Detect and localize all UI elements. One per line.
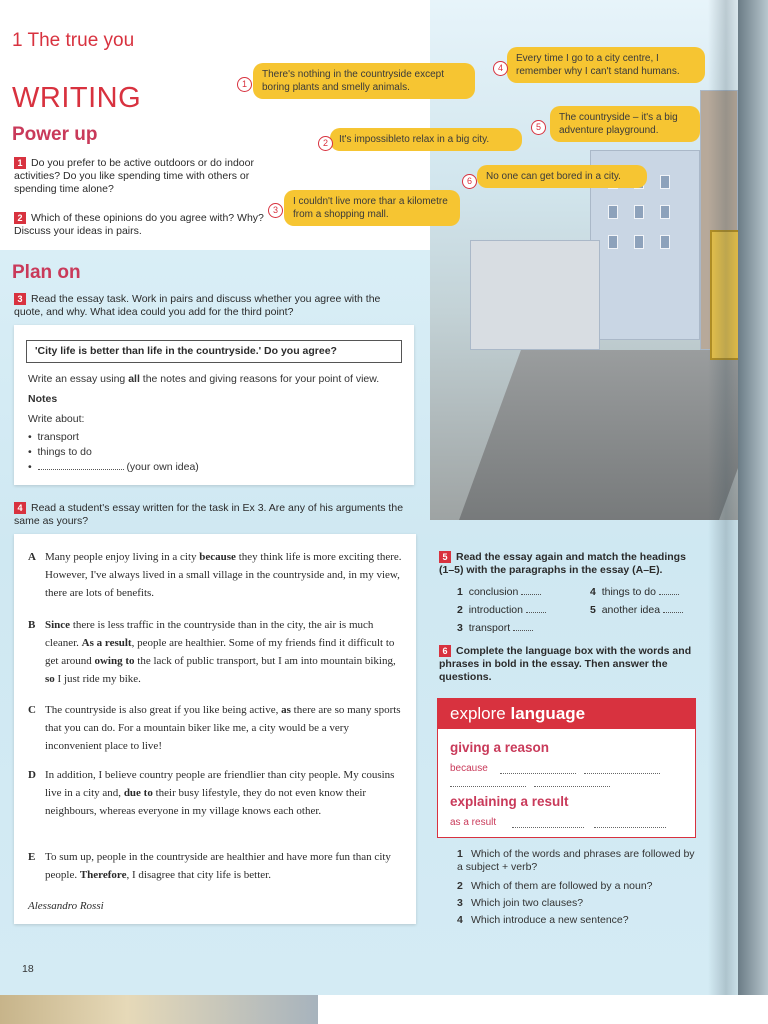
essay-paragraph-e (28, 848, 408, 884)
answer-line (512, 827, 584, 828)
facing-page-edge (738, 0, 768, 995)
background-margin (318, 995, 768, 1024)
paragraph-letter: E (28, 851, 36, 863)
section-title: WRITING (12, 82, 142, 114)
because-word: because (450, 763, 488, 774)
heading-number: 2 (457, 604, 463, 616)
question-number: 1 (457, 848, 463, 860)
essay-task-card (14, 325, 414, 485)
paragraph-text (45, 548, 408, 602)
question-number: 4 (457, 914, 463, 926)
bold-linker: due to (123, 787, 153, 799)
task-text: Do you prefer to be active outdoors or do indoor activities? Do you like spending time with others or spending time alone? (14, 157, 254, 195)
opinion-bubble-3: I couldn't live more thar a kilometre from a shopping mall. (284, 190, 460, 226)
task-2 (14, 212, 269, 238)
question-text: Which of the words and phrases are followed by a subject + verb? (457, 848, 695, 873)
task-text: Which of these opinions do you agree with? Why? Discuss your ideas in pairs. (14, 212, 264, 237)
paragraph-letter: A (28, 551, 36, 563)
note-text: things to do (37, 446, 92, 458)
task-3 (14, 293, 409, 319)
bold-linker: Since (45, 619, 71, 631)
essay-text: To sum up, people in the countryside are healthier and have more fun than city people. (45, 851, 391, 881)
next-page-photo-strip (0, 995, 318, 1024)
question-number: 2 (457, 880, 463, 892)
task-6 (439, 645, 701, 684)
heading-number: 1 (457, 586, 463, 598)
paragraph-text (45, 701, 408, 755)
question-text: Which of them are followed by a noun? (471, 880, 653, 892)
task-number: 2 (14, 212, 26, 224)
opinion-number: 5 (531, 120, 546, 135)
task-text: Read the essay again and match the headings (1–5) with the paragraphs in the essay (A–E). (439, 551, 686, 576)
task-text: Read the essay task. Work in pairs and discuss whether you agree with the quote, and why. What idea could you add for the third point? (14, 293, 381, 318)
instruction-text: Write an essay using (28, 373, 129, 385)
title-light: explore (450, 704, 511, 723)
window (608, 235, 618, 249)
explaining-result-heading: explaining a result (450, 794, 569, 809)
question-text: Which join two clauses? (471, 897, 584, 909)
essay-text: , I disagree that city life is better. (126, 869, 271, 881)
own-idea-text: (your own idea) (126, 461, 199, 473)
paragraph-text (45, 766, 408, 820)
paragraph-letter: C (28, 704, 36, 716)
giving-reason-heading: giving a reason (450, 740, 550, 755)
essay-text: their busy lifestyle, they do not even know their neighbours, whereas everyone in my village knows each other. (45, 787, 367, 817)
instruction-text: the notes and giving reasons for your point of view. (139, 373, 380, 385)
opinion-number: 3 (268, 203, 283, 218)
task-text: Complete the language box with the words and phrases in bold in the essay. Then answer the questions. (439, 645, 692, 683)
paragraph-text (45, 848, 408, 884)
heading-3 (457, 622, 533, 635)
paragraph-text (45, 616, 408, 688)
heading-label: conclusion (468, 586, 519, 598)
opinion-bubble-1: There's nothing in the countryside except boring plants and smelly animals. (253, 63, 475, 99)
opinion-number: 4 (493, 61, 508, 76)
essay-text: there is less traffic in the countryside than in the city, the air is much cleaner. (45, 619, 374, 649)
question-number: 3 (457, 897, 463, 909)
window (660, 175, 670, 189)
essay-text: there are so many sports that you can do. For a mountain biker like me, a city would be a very inconvenient place to live! (45, 704, 401, 752)
opinion-number: 1 (237, 77, 252, 92)
heading-label: things to do (601, 586, 656, 598)
explore-language-box (437, 698, 696, 838)
window (634, 235, 644, 249)
window (660, 235, 670, 249)
opinion-bubble-6: No one can get bored in a city. (477, 165, 647, 188)
heading-label: introduction (468, 604, 523, 616)
bold-linker: Therefore (79, 869, 127, 881)
heading-4 (590, 586, 679, 599)
question-text: Which introduce a new sentence? (471, 914, 629, 926)
heading-number: 3 (457, 622, 463, 634)
task-4 (14, 502, 409, 528)
opinion-bubble-2: It's impossibleto relax in a big city. (330, 128, 522, 151)
heading-label: transport (468, 622, 511, 634)
question-2 (457, 880, 653, 893)
heading-1 (457, 586, 541, 599)
heading-number: 4 (590, 586, 596, 598)
essay-instruction (28, 373, 379, 385)
plan-on-heading: Plan on (12, 262, 81, 283)
page-number: 18 (22, 963, 34, 975)
essay-quote: 'City life is better than life in the countryside.' Do you agree? (26, 340, 402, 363)
essay-text: they think life is more exciting there. However, I've always lived in a small village in the countryside and, in my view, there are lots of benefits. (45, 551, 402, 599)
question-1 (457, 848, 702, 874)
answer-line (594, 827, 666, 828)
task-number: 3 (14, 293, 26, 305)
question-3 (457, 897, 583, 910)
task-number: 1 (14, 157, 26, 169)
bold-linker: As a result (81, 637, 132, 649)
essay-text: the lack of public transport, but I am into mountain biking, (134, 655, 396, 667)
essay-paragraph-c (28, 701, 408, 755)
essay-paragraph-b (28, 616, 408, 688)
explore-language-title (438, 699, 695, 729)
note-bullet: • things to do (28, 446, 92, 458)
bold-linker: so (45, 673, 55, 685)
notes-label: Notes (28, 393, 58, 405)
bold-linker: because (199, 551, 236, 563)
bold-linker: owing to (94, 655, 135, 667)
task-text: Read a student's essay written for the task in Ex 3. Are any of his arguments the same as yours? (14, 502, 404, 527)
instruction-bold: all (128, 373, 140, 385)
essay-paragraph-a (28, 548, 408, 602)
window (608, 205, 618, 219)
opinion-bubble-4: Every time I go to a city centre, I remember why I can't stand humans. (507, 47, 705, 83)
task-number: 6 (439, 645, 451, 657)
answer-line (584, 773, 660, 774)
essay-text: Many people enjoy living in a city (45, 551, 200, 563)
bold-linker: as (281, 704, 291, 716)
shop-building (470, 240, 600, 350)
street (459, 350, 738, 520)
heading-2 (457, 604, 546, 617)
window (634, 205, 644, 219)
write-about-label: Write about: (28, 413, 85, 425)
heading-label: another idea (601, 604, 661, 616)
heading-5 (590, 604, 683, 617)
heading-number: 5 (590, 604, 596, 616)
opinion-number: 6 (462, 174, 477, 189)
essay-author: Alessandro Rossi (28, 900, 104, 912)
essay-text: , people are healthier. Some of my friends find it difficult to get around (45, 637, 395, 667)
as-a-result-word: as a result (450, 817, 497, 828)
essay-text: The countryside is also great if you like being active, (45, 704, 282, 716)
note-bullet: • transport (28, 431, 79, 443)
task-number: 5 (439, 551, 451, 563)
unit-title: 1 The true you (12, 30, 135, 51)
opinion-bubble-5: The countryside – it's a big adventure playground. (550, 106, 700, 142)
note-bullet: • (your own idea) (28, 461, 199, 473)
page-gutter-shadow (708, 0, 738, 995)
paragraph-letter: D (28, 769, 36, 781)
essay-text: In addition, I believe country people are friendlier than city people. My cousins live in a city and, (45, 769, 395, 799)
note-text: transport (37, 431, 79, 443)
power-up-heading: Power up (12, 124, 98, 145)
question-4 (457, 914, 629, 927)
essay-paragraph-d (28, 766, 408, 820)
task-1 (14, 157, 274, 196)
essay-text: I just ride my bike. (54, 673, 141, 685)
answer-line (500, 773, 576, 774)
title-bold: language (510, 704, 586, 723)
student-essay (14, 534, 416, 924)
task-number: 4 (14, 502, 26, 514)
task-5 (439, 551, 701, 577)
answer-line (450, 786, 526, 787)
answer-line (534, 786, 610, 787)
opinion-number: 2 (318, 136, 333, 151)
window (660, 205, 670, 219)
paragraph-letter: B (28, 619, 36, 631)
